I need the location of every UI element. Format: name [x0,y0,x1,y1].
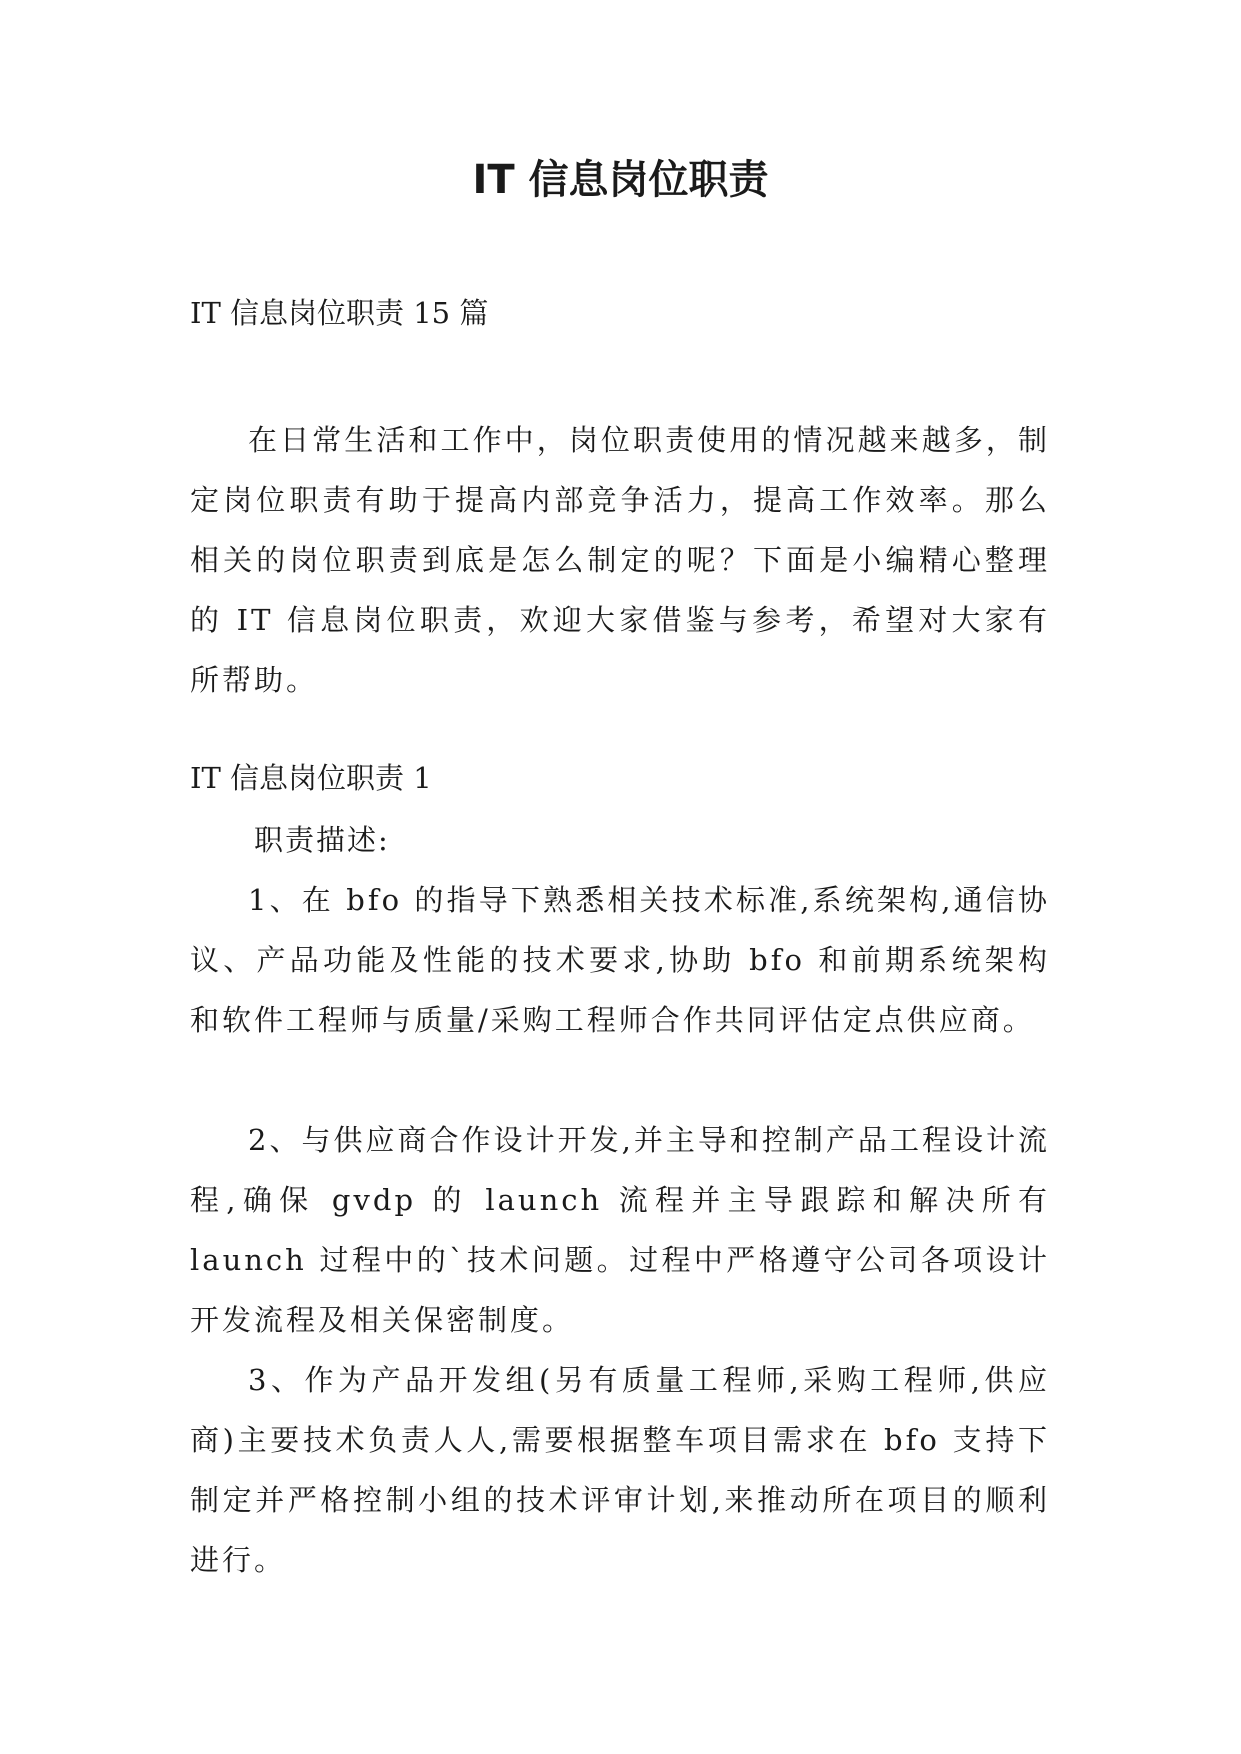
document-title: IT 信息岗位职责 [472,157,769,203]
section-heading: IT 信息岗位职责 1 [190,761,432,795]
duty-item-1: 1、在 bfo 的指导下熟悉相关技术标准,系统架构,通信协议、产品功能及性能的技术要求,协助 bfo 和前期系统架构和软件工程师与质量/采购工程师合作共同评估定点供应商。 [190,883,1050,1037]
duty-description-label: 职责描述: [254,823,390,857]
duty-item-3: 3、作为产品开发组(另有质量工程师,采购工程师,供应商)主要技术负责人人,需要根据整车项目需求在 bfo 支持下制定并严格控制小组的技术评审计划,来推动所在项目的顺利进行。 [190,1363,1050,1577]
document-subtitle: IT 信息岗位职责 15 篇 [190,296,489,330]
duty-item-2: 2、与供应商合作设计开发,并主导和控制产品工程设计流程,确保 gvdp 的 launch 流程并主导跟踪和解决所有 launch 过程中的`技术问题。过程中严格遵守公司各项设计开发流程及相关保密制度。 [190,1123,1050,1337]
intro-paragraph: 在日常生活和工作中，岗位职责使用的情况越来越多，制定岗位职责有助于提高内部竞争活力，提高工作效率。那么相关的岗位职责到底是怎么制定的呢？下面是小编精心整理的 IT 信息岗位职责，欢迎大家借鉴与参考，希望对大家有所帮助。 [190,423,1050,697]
